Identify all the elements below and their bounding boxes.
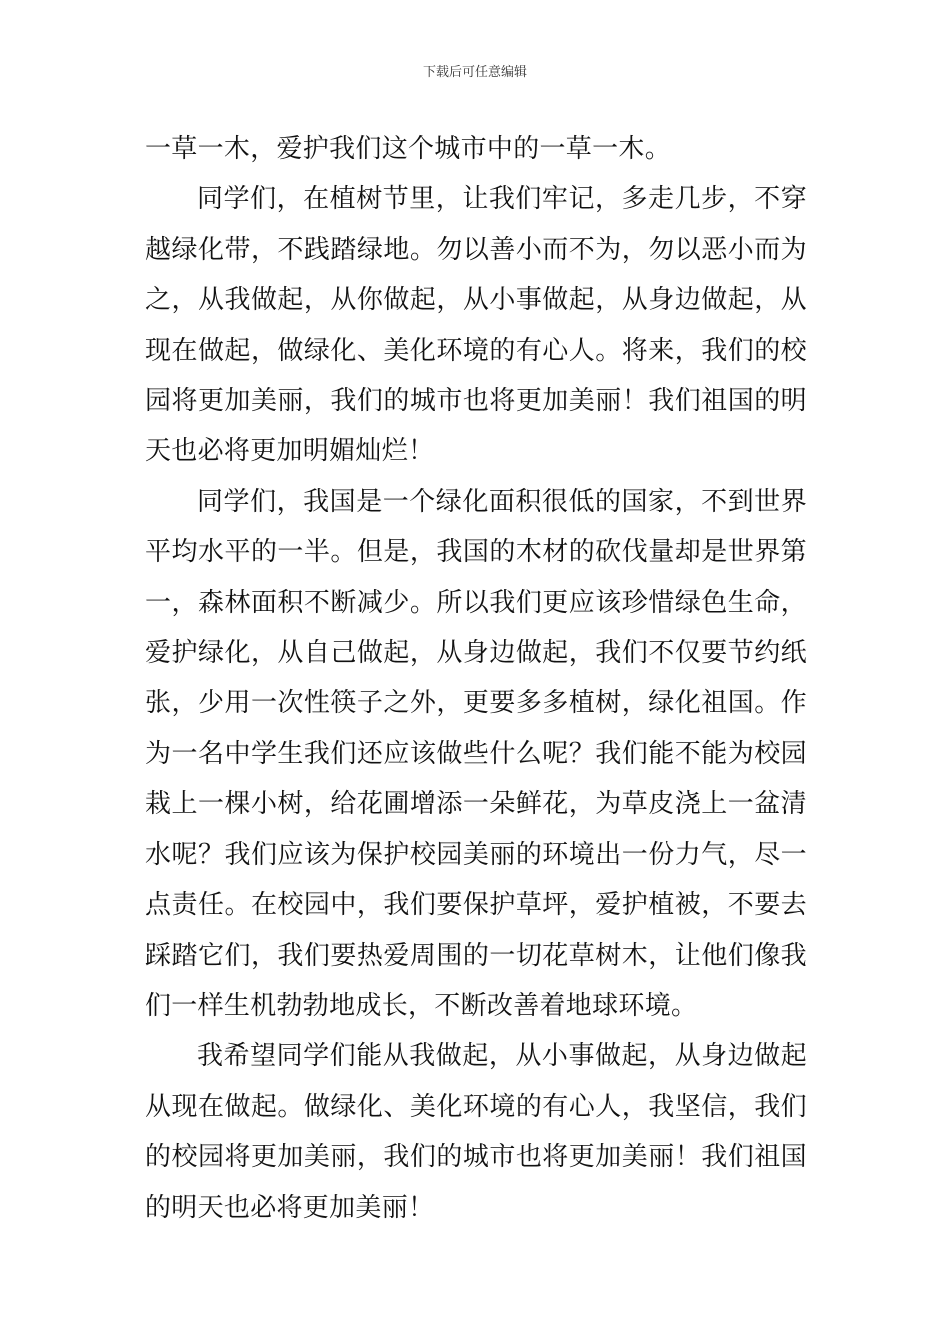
- page-header: 下载后可任意编辑: [422, 65, 527, 80]
- paragraph-continuation: 一草一木，爱护我们这个城市中的一草一木。: [145, 134, 672, 164]
- paragraph: 同学们，在植树节里，让我们牢记，多走几步，不穿越绿化带，不践踏绿地。勿以善小而不为，勿以恶小而为之，从我做起，从你做起，从小事做起，从身边做起，从现在做起，做绿化、美化环境的有心人。将来，我们的校园将更加美丽，我们的城市也将更加美丽！我们祖国的明天也必将更加明媚灿烂！: [145, 184, 807, 467]
- document-body: [145, 124, 807, 1233]
- paragraph: 我希望同学们能从我做起，从小事做起，从身边做起从现在做起。做绿化、美化环境的有心人，我坚信，我们的校园将更加美丽，我们的城市也将更加美丽！我们祖国的明天也必将更加美丽！: [145, 1041, 807, 1223]
- paragraph: 同学们，我国是一个绿化面积很低的国家，不到世界平均水平的一半。但是，我国的木材的砍伐量却是世界第一，森林面积不断减少。所以我们更应该珍惜绿色生命，爱护绿化，从自己做起，从身边做起，我们不仅要节约纸张，少用一次性筷子之外，更要多多植树，绿化祖国。作为一名中学生我们还应该做些什么呢？我们能不能为校园栽上一棵小树，给花圃增添一朵鲜花，为草皮浇上一盆清水呢？我们应该为保护校园美丽的环境出一份力气，尽一点责任。在校园中，我们要保护草坪，爱护植被，不要去踩踏它们，我们要热爱周围的一切花草树木，让他们像我们一样生机勃勃地成长，不断改善着地球环境。: [145, 486, 807, 1021]
